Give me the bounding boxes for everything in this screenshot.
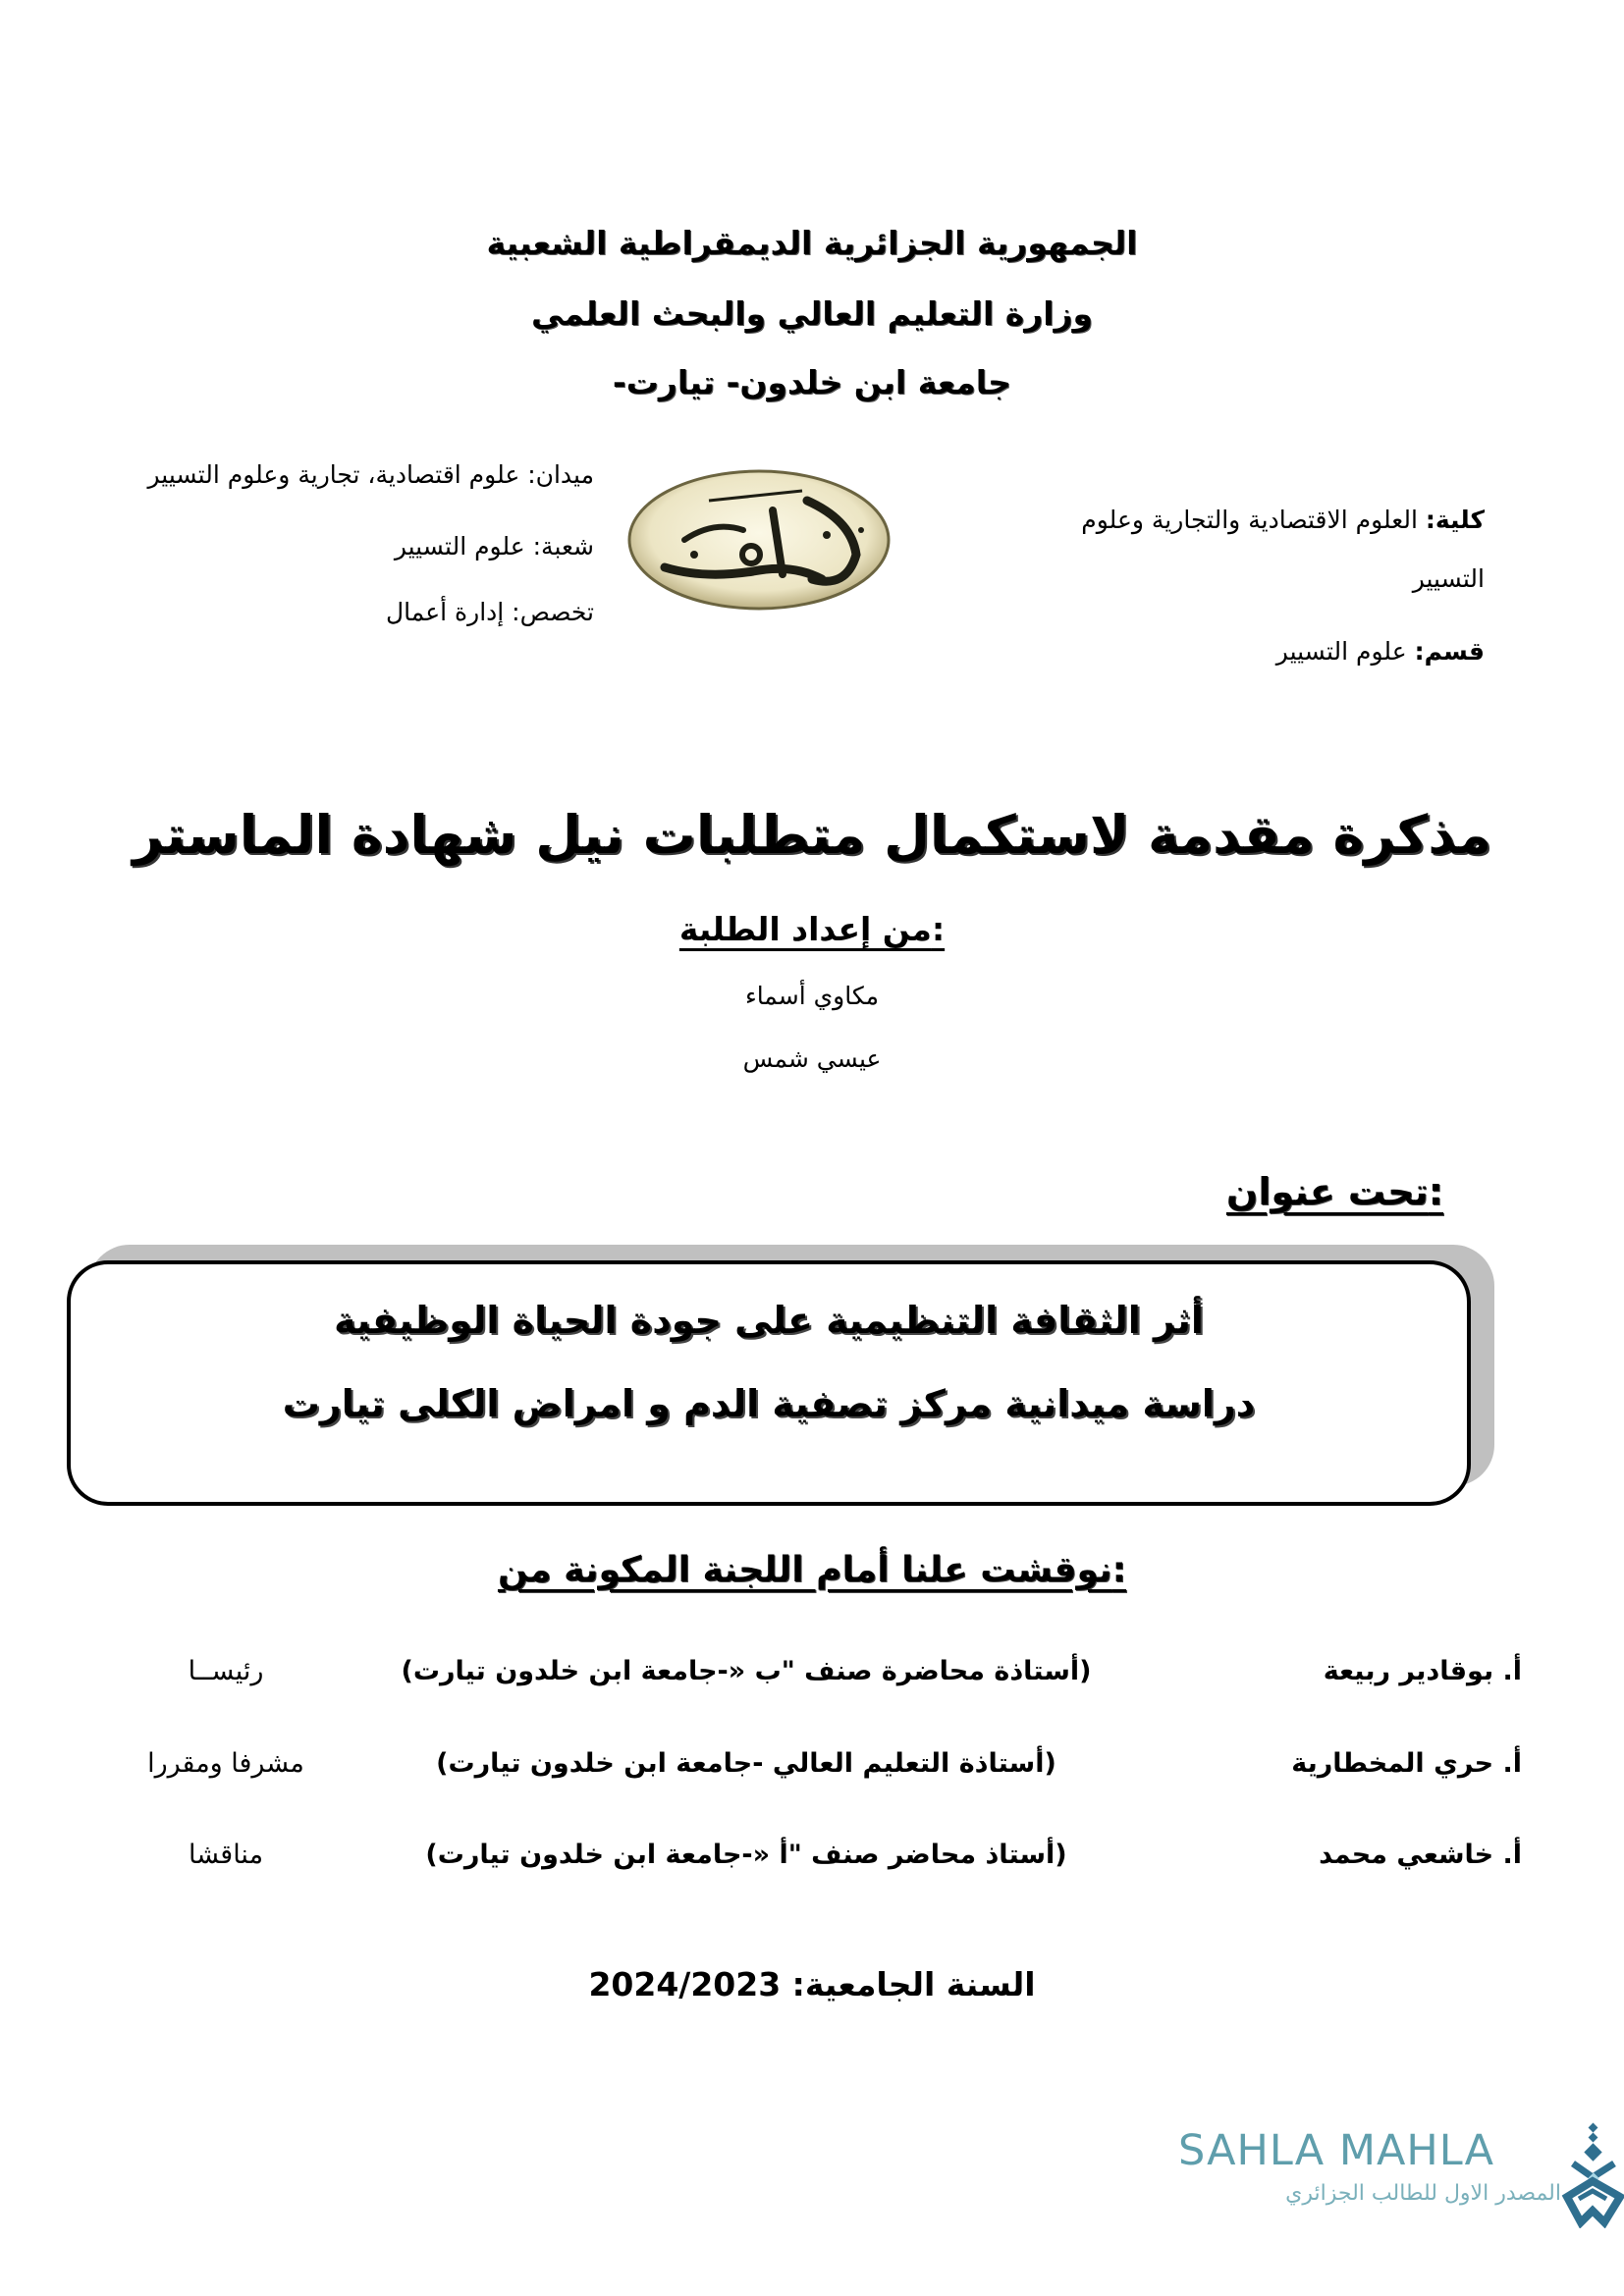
university-seal	[625, 461, 893, 616]
watermark-tagline: المصدر الاول للطالب الجزائري	[1285, 2181, 1561, 2206]
department-line	[992, 635, 1485, 668]
branch-line: شعبة: علوم التسيير	[394, 532, 594, 561]
faculty-line-cont: التسيير	[1412, 564, 1485, 593]
department-value: علوم التسيير	[1275, 637, 1415, 666]
university-name: جامعة ابن خلدون- تيارت-	[613, 363, 1011, 401]
member-role: مشرفا ومقررا	[147, 1748, 304, 1779]
committee-heading-wrap	[0, 1549, 1624, 1592]
student-name: مكاوي أسماء	[744, 982, 880, 1010]
specialty-line: تخصص: إدارة أعمال	[385, 598, 594, 626]
academic-year: السنة الجامعية: 2024/2023	[588, 1965, 1036, 2003]
sahla-mahla-watermark	[1168, 2110, 1624, 2238]
thesis-title: أثر الثقافة التنظيمية على جودة الحياة الوظيفية	[334, 1299, 1204, 1342]
member-affiliation: (أستاذة التعليم العالي -جامعة ابن خلدون تيارت)	[436, 1748, 1056, 1779]
committee-heading: نوقشت علنا أمام اللجنة المكونة من:	[497, 1550, 1127, 1590]
member-name: أ. حري المخطارية	[1291, 1748, 1522, 1779]
member-role: مناقشا	[188, 1840, 264, 1870]
member-affiliation: (أستاذ محاضر صنف "أ «-جامعة ابن خلدون تيارت)	[425, 1840, 1067, 1870]
department-label: قسم:	[1414, 637, 1485, 666]
faculty-line	[992, 504, 1485, 537]
thesis-heading-wrap	[1080, 1170, 1443, 1213]
member-affiliation: (أستاذة محاضرة صنف "ب «-جامعة ابن خلدون تيارت)	[401, 1656, 1092, 1686]
university-seal-icon	[625, 461, 893, 616]
member-name: أ. خاشعي محمد	[1319, 1840, 1522, 1870]
member-role: رئيســا	[188, 1656, 264, 1686]
ministry-name: وزارة التعليم العالي والبحث العلمي	[530, 294, 1094, 333]
thesis-subtitle: دراسة ميدانية مركز تصفية الدم و امراض الكلى تيارت	[282, 1382, 1256, 1425]
sahla-mahla-logo-icon	[1559, 2120, 1624, 2228]
student-name: عيسي شمس	[742, 1044, 882, 1073]
faculty-label: كلية:	[1425, 506, 1485, 534]
main-title: مذكرة مقدمة لاستكمال متطلبات نيل شهادة الماستر	[133, 804, 1491, 866]
watermark-brand: SAHLA MAHLA	[1178, 2126, 1495, 2175]
faculty-value: العلوم الاقتصادية والتجارية وعلوم	[1081, 506, 1426, 534]
prepared-by-heading-wrap	[0, 908, 1624, 951]
prepared-by-heading: من إعداد الطلبة:	[678, 910, 946, 948]
country-name: الجمهورية الجزائرية الديمقراطية الشعبية	[486, 224, 1138, 262]
field-line: ميدان: علوم اقتصادية، تجارية وعلوم التسيير	[147, 460, 594, 489]
member-name: أ. بوقادير ربيعة	[1323, 1656, 1522, 1686]
thesis-heading: تحت عنوان:	[1225, 1170, 1443, 1213]
